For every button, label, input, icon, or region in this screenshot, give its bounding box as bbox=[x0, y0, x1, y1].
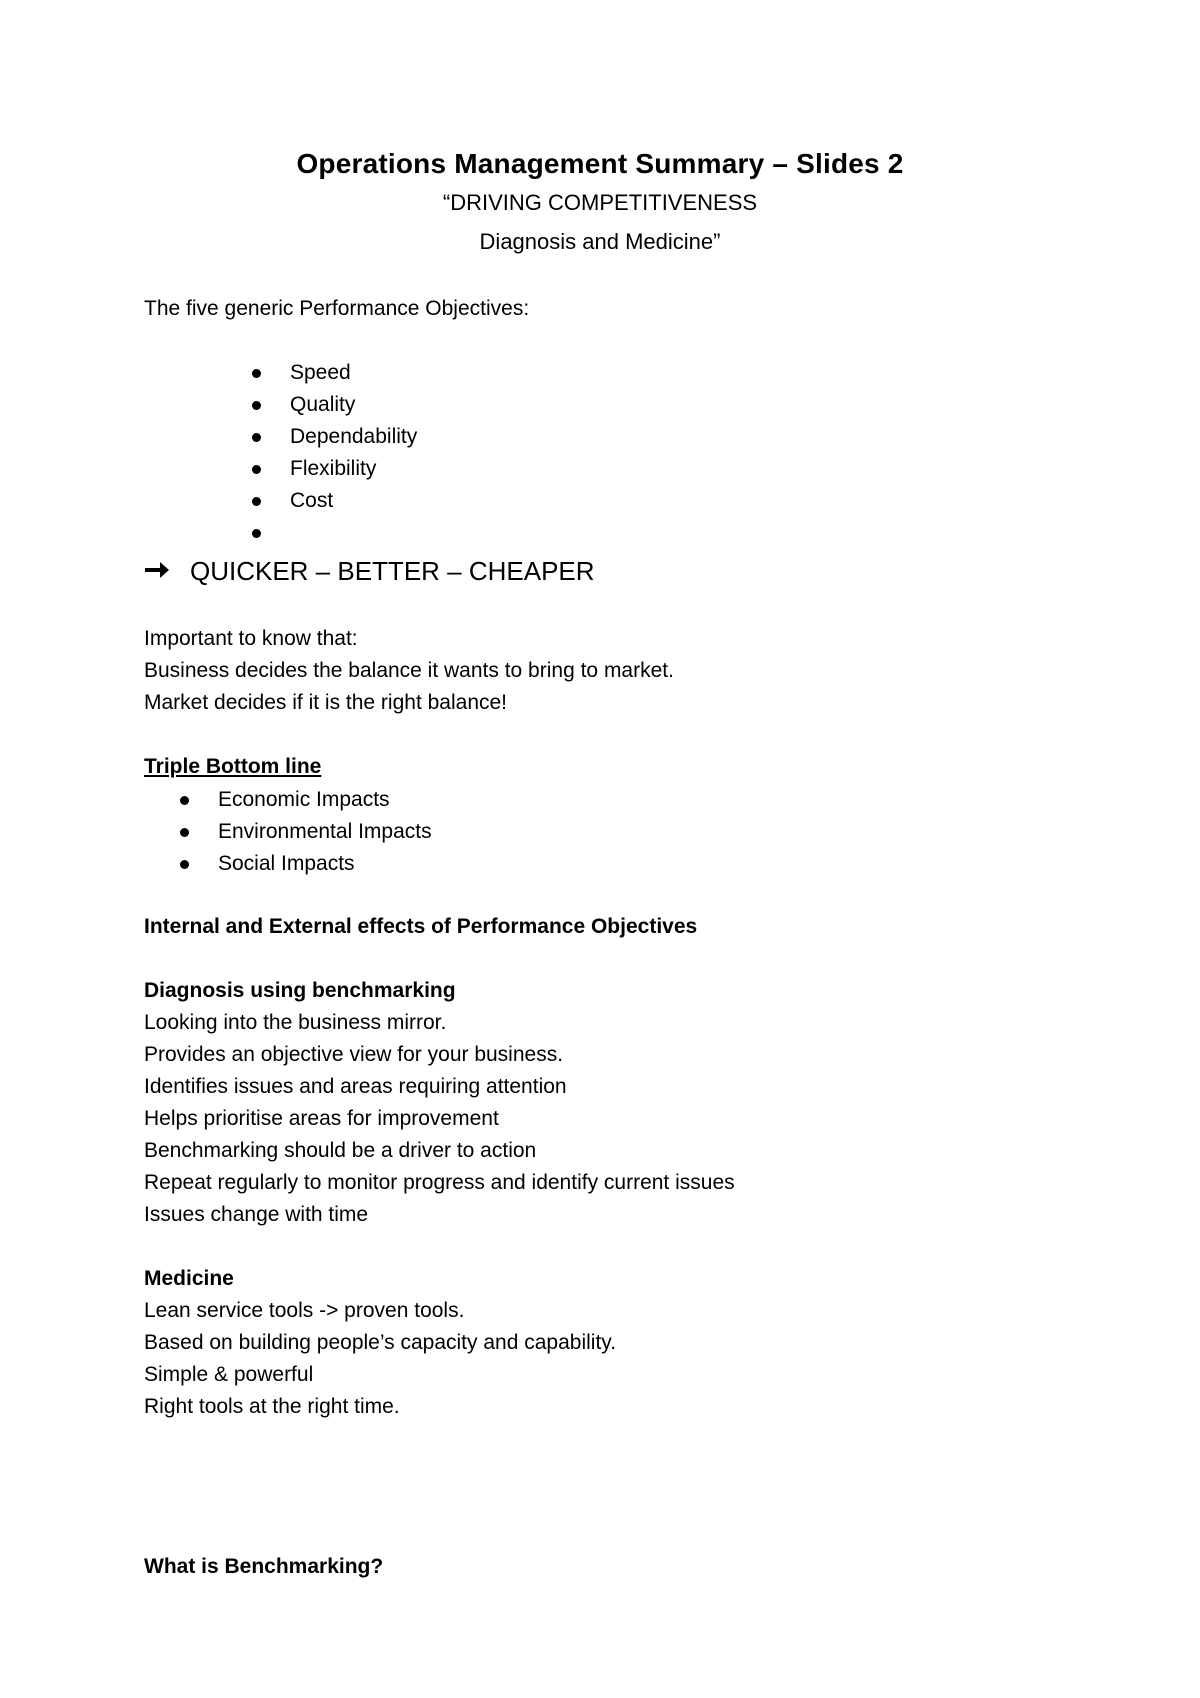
objective-label: Speed bbox=[290, 361, 351, 384]
objective-label: Cost bbox=[290, 489, 334, 512]
impact-label: Social Impacts bbox=[218, 852, 355, 875]
diagnosis-line: Repeat regularly to monitor progress and identify current issues bbox=[144, 1171, 735, 1194]
medicine-line: Right tools at the right time. bbox=[144, 1395, 400, 1418]
bullet-icon bbox=[252, 433, 261, 442]
diagnosis-line: Looking into the business mirror. bbox=[144, 1011, 447, 1034]
objective-label: Quality bbox=[290, 393, 356, 416]
important-line: Market decides if it is the right balance! bbox=[144, 691, 508, 714]
slogan bbox=[144, 555, 595, 587]
bullet-icon bbox=[180, 860, 189, 869]
document-title: Operations Management Summary – Slides 2 bbox=[296, 148, 904, 179]
impact-label: Environmental Impacts bbox=[218, 820, 432, 843]
right-arrow-icon bbox=[144, 559, 170, 581]
bullet-icon bbox=[180, 828, 189, 837]
bullet-icon bbox=[252, 497, 261, 506]
diagnosis-heading: Diagnosis using benchmarking bbox=[144, 979, 456, 1002]
bullet-icon bbox=[252, 465, 261, 474]
benchmarking-question: What is Benchmarking? bbox=[144, 1555, 384, 1578]
objectives-intro: The five generic Performance Objectives: bbox=[144, 297, 530, 320]
diagnosis-line: Issues change with time bbox=[144, 1203, 369, 1226]
internal-external-heading: Internal and External effects of Performance Objectives bbox=[144, 915, 698, 938]
bullet-icon bbox=[252, 369, 261, 378]
medicine-line: Lean service tools -> proven tools. bbox=[144, 1299, 465, 1322]
important-line: Business decides the balance it wants to bring to market. bbox=[144, 659, 674, 682]
bullet-icon bbox=[252, 401, 261, 410]
diagnosis-line: Helps prioritise areas for improvement bbox=[144, 1107, 499, 1130]
diagnosis-line: Benchmarking should be a driver to action bbox=[144, 1139, 537, 1162]
document-subtitle-line2: Diagnosis and Medicine” bbox=[479, 229, 721, 254]
bullet-icon bbox=[180, 796, 189, 805]
medicine-heading: Medicine bbox=[144, 1267, 234, 1290]
bullet-icon bbox=[252, 529, 261, 538]
objective-label: Flexibility bbox=[290, 457, 377, 480]
slogan-text: QUICKER – BETTER – CHEAPER bbox=[190, 556, 595, 586]
medicine-line: Simple & powerful bbox=[144, 1363, 314, 1386]
diagnosis-line: Provides an objective view for your business. bbox=[144, 1043, 564, 1066]
impact-label: Economic Impacts bbox=[218, 788, 390, 811]
objective-label: Dependability bbox=[290, 425, 418, 448]
diagnosis-line: Identifies issues and areas requiring attention bbox=[144, 1075, 567, 1098]
document-subtitle-line1: “DRIVING COMPETITIVENESS bbox=[442, 190, 758, 215]
medicine-line: Based on building people’s capacity and capability. bbox=[144, 1331, 617, 1354]
triple-bottom-line-heading: Triple Bottom line bbox=[144, 755, 322, 778]
important-heading: Important to know that: bbox=[144, 627, 358, 650]
